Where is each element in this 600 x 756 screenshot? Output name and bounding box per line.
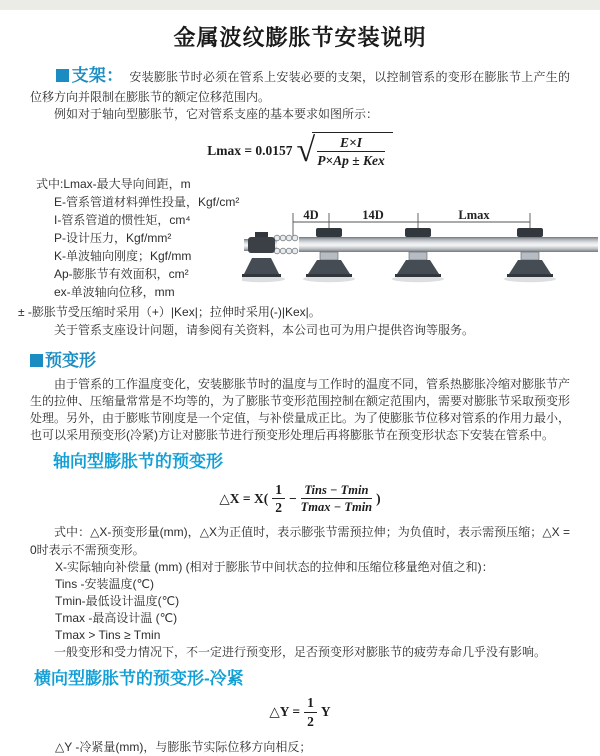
support-example-text: 例如对于轴向型膨胀节，它对管系支座的基本要求如图所示：	[54, 106, 379, 121]
service-note: 关于管系支座设计问题，请参阅有关资料，本公司也可为用户提供咨询等服务。	[54, 323, 475, 338]
page-top-border	[0, 0, 600, 10]
preform-heading-line	[30, 349, 570, 374]
lmax-fraction-denominator: P×Ap ± Kex	[317, 153, 385, 169]
dim-label-14d: 14D	[362, 208, 384, 223]
page-title: 金属波纹膨胀节安装说明	[173, 25, 427, 50]
lateral-preform-formula	[30, 695, 570, 729]
support-section-heading: 支架：	[71, 65, 124, 85]
lateral-formula-rhs: Y	[320, 704, 331, 720]
temperature-definition-item: Tins -安装温度(℃)	[55, 576, 155, 591]
definition-item: I-管系管道的惯性矩，cm⁴	[54, 213, 191, 228]
plus-minus-definition: ± -膨胀节受压缩时采用（+）|Kex|；拉伸时采用(-)|Kex|。	[18, 305, 321, 320]
definition-item: P-设计压力，Kgf/mm²	[54, 231, 172, 246]
definition-item: K-单波轴向刚度；Kgf/mm	[54, 249, 192, 264]
definitions-and-diagram	[30, 175, 570, 303]
dim-label-lmax: Lmax	[458, 208, 490, 223]
axial-subsection	[30, 450, 570, 661]
blue-square-icon	[56, 69, 69, 82]
temp-fraction-denominator: Tmax − Tmin	[300, 500, 373, 515]
lateral-formula-lhs: △Y =	[269, 704, 301, 720]
lmax-formula	[30, 131, 570, 169]
guide-support	[395, 228, 441, 277]
x-definition-line: X-实际轴向补偿量 (mm) (相对于膨胀节中间状态的拉伸和压缩位移量绝对值之和)：	[55, 559, 494, 574]
where-line: 式中:Lmax-最大导向间距，m	[36, 177, 191, 192]
guide-support	[507, 228, 553, 277]
lmax-fraction-numerator: E×I	[317, 135, 385, 153]
temperature-definition-item: Tmin-最低设计温度(℃)	[55, 593, 180, 608]
support-intro-text: 安装膨胀节时必须在管系上安装必要的支架，以控制管系的变形在膨胀节上产生的位移方向并限制在膨胀节的额定位移范围内。	[30, 69, 570, 104]
minus-sign: −	[288, 490, 297, 506]
sqrt-body	[312, 132, 393, 169]
definition-item: ex-单波轴向位移，mm	[54, 285, 175, 300]
blue-square-icon	[30, 354, 43, 367]
radical	[297, 132, 393, 169]
preform-body-text: 由于管系的工作温度变化，安装膨胀节时的温度与工作时的温度不同，管系热膨胀冷缩对膨胀节产生的拉伸、压缩量常常是不均等的，为了膨胀节变形范围控制在额定范围内，需要对膨胀节采取预变形处理。另外，由于膨账节刚度是一个定值，与补偿量成正比。为了使膨胀节位移对管系的作用力最小，也可以采用预变形(冷紧)方让对膨胀节进行预变形处理后再将膨胀节在预变形状态下安装在管系中。	[30, 376, 571, 442]
lateral-subsection	[30, 667, 570, 756]
temperature-definition-list	[30, 576, 570, 644]
document-page	[0, 10, 600, 756]
sqrt-sign: √	[296, 132, 316, 170]
definition-item: Ap-膨胀节有效面积，cm²	[54, 267, 189, 282]
half-denominator: 2	[307, 713, 314, 729]
axial-formula-lhs: △X = X(	[219, 490, 269, 506]
temp-fraction-numerator: Tins − Tmin	[301, 483, 372, 499]
half-numerator: 1	[304, 695, 317, 713]
temperature-definition-item: Tmax -最高设计温 (℃)	[55, 610, 178, 625]
temperature-definition-item: Tmax > Tins ≥ Tmin	[55, 627, 161, 642]
main-pipe	[299, 237, 598, 252]
temperature-fraction	[301, 483, 372, 515]
half-numerator: 1	[272, 482, 285, 500]
preform-section-heading: 预变形	[45, 351, 96, 371]
axial-preform-formula	[30, 479, 570, 519]
cold-tightening-note: △Y -冷紧量(mm)，与膨胀节实际位移方向相反；	[55, 740, 312, 755]
support-section	[18, 64, 570, 339]
axial-formula-rhs: )	[376, 490, 381, 506]
support-intro-paragraph	[30, 64, 570, 106]
axial-explanation: 式中：△X-预变形量(mm)，△X为正值时，表示膨张节需预拉伸；为负值时，表示需预压缩；△X = 0时表示不需预变形。	[30, 524, 570, 557]
lmax-fraction	[317, 135, 385, 169]
one-half-fraction	[272, 482, 285, 516]
dim-label-4d: 4D	[303, 208, 319, 223]
bellows-icon	[274, 236, 298, 255]
axial-subheading: 轴向型膨胀节的预变形	[53, 451, 223, 471]
pipe-support-diagram	[242, 199, 600, 299]
one-half-fraction	[304, 695, 317, 729]
guide-support	[306, 228, 352, 277]
lmax-formula-lhs: Lmax = 0.0157	[207, 142, 293, 158]
axial-general-note: 一般变形和受力情况下，不一定进行预变形，足否预变形对膨胀节的疲劳寿命几乎没有影响。	[54, 644, 547, 659]
half-denominator: 2	[275, 500, 282, 516]
preform-section	[30, 349, 570, 444]
lateral-subheading: 横向型膨胀节的预变形-冷紧	[34, 668, 244, 688]
definition-item: E-管系管道材料弹性投量，Kgf/cm²	[54, 195, 240, 210]
